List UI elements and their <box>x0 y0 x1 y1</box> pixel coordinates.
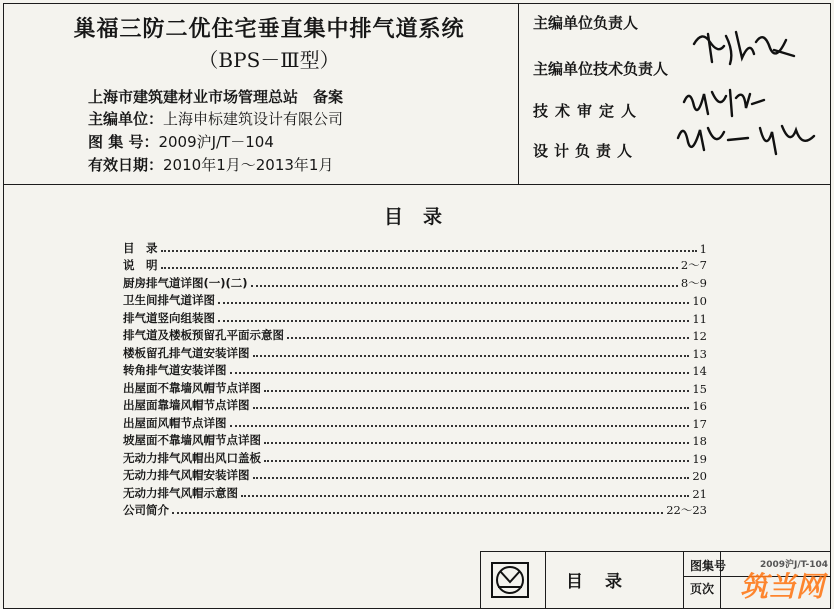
footer-title-divider <box>683 551 684 609</box>
toc-heading: 目录 <box>384 206 463 228</box>
footer-left-line <box>480 551 481 609</box>
toc-row <box>123 501 707 519</box>
toc-item-title: 无动力排气风帽安装详图 <box>123 468 250 482</box>
toc-list <box>123 238 707 518</box>
toc-item-page: 2～7 <box>680 258 707 272</box>
toc-row <box>123 238 707 256</box>
toc-row <box>123 396 707 414</box>
toc-leader-dots <box>264 390 689 392</box>
toc-leader-dots <box>230 372 690 374</box>
toc-item-page: 8～9 <box>680 275 707 290</box>
chief-label: 主编单位负责人 <box>533 14 639 32</box>
atlas-title: 巢福三防二优住宅垂直集中排气道系统 <box>73 17 465 42</box>
toc-row <box>123 343 707 361</box>
signature-chief <box>690 22 800 72</box>
toc-leader-dots <box>251 285 678 287</box>
toc-row <box>123 466 707 484</box>
designer-label: 设计负责人 <box>533 142 639 160</box>
archive-note: 上海市建筑建材业市场管理总站 备案 <box>88 88 344 106</box>
toc-item-page: 1 <box>699 241 707 256</box>
footer-page-label: 页次 <box>690 582 715 596</box>
toc-leader-dots <box>230 425 690 427</box>
toc-item-page: 11 <box>692 311 707 326</box>
toc-item-title: 无动力排气风帽出风口盖板 <box>123 450 261 465</box>
toc-item-page: 15 <box>692 381 707 396</box>
atlas-number-value: 2009沪J/T－104 <box>158 133 274 151</box>
editor-value: 上海申标建筑设计有限公司 <box>163 110 344 128</box>
footer-title: 目录 <box>566 572 644 592</box>
toc-item-title: 排气道及楼板预留孔平面示意图 <box>123 328 284 342</box>
tech-chief-label: 主编单位技术负责人 <box>533 60 669 78</box>
toc-item-page: 14 <box>692 364 707 378</box>
toc-item-title: 目 录 <box>123 240 158 255</box>
toc-row <box>123 291 707 309</box>
toc-row <box>123 448 707 466</box>
atlas-subtitle: （BPS－Ⅲ型） <box>198 48 340 72</box>
toc-item-page: 21 <box>692 486 707 501</box>
toc-item-title: 排气道竖向组装图 <box>123 310 215 325</box>
company-logo-icon <box>490 561 530 599</box>
toc-row <box>123 483 707 501</box>
toc-item-page: 17 <box>692 416 707 431</box>
footer-atlas-label: 图集号 <box>690 559 727 573</box>
toc-row <box>123 431 707 449</box>
toc-item-page: 13 <box>692 346 707 361</box>
footer-top-line <box>480 551 831 552</box>
signature-designer <box>674 118 824 164</box>
valid-period <box>88 154 333 175</box>
toc-item-page: 10 <box>692 294 707 308</box>
toc-item-title: 厨房排气道详图(一)(二) <box>123 275 248 290</box>
toc-row <box>123 378 707 396</box>
toc-leader-dots <box>287 337 689 339</box>
toc-item-title: 卫生间排气道详图 <box>123 293 215 307</box>
toc-item-page: 19 <box>692 451 707 466</box>
toc-item-page: 20 <box>692 469 707 483</box>
toc-leader-dots <box>253 407 690 409</box>
reviewer-label: 技术审定人 <box>533 102 644 120</box>
toc-row <box>123 413 707 431</box>
header-divider <box>518 3 519 185</box>
toc-item-title: 坡屋面不靠墙风帽节点详图 <box>123 433 261 447</box>
toc-row <box>123 256 707 274</box>
toc-leader-dots <box>253 477 690 479</box>
toc-item-page: 12 <box>692 329 707 343</box>
toc-leader-dots <box>161 267 678 269</box>
footer-atlas-value: 2009沪J/T-104 <box>760 560 829 570</box>
toc-row <box>123 308 707 326</box>
footer-logo-divider <box>545 551 546 609</box>
editor-label: 主编单位： <box>88 110 164 128</box>
toc-leader-dots <box>264 442 689 444</box>
toc-row <box>123 361 707 379</box>
atlas-number <box>88 131 274 152</box>
toc-item-title: 转角排气道安装详图 <box>123 363 227 377</box>
watermark-logo: 筑当网 <box>740 570 825 603</box>
signature-reviewer <box>680 84 770 122</box>
toc-item-page: 22～23 <box>666 503 707 517</box>
toc-item-page: 18 <box>692 434 707 448</box>
toc-leader-dots <box>264 460 689 462</box>
toc-item-title: 说 明 <box>123 258 158 272</box>
toc-leader-dots <box>241 495 689 497</box>
toc-item-page: 16 <box>692 399 707 413</box>
toc-leader-dots <box>218 302 689 304</box>
header-bottom-line <box>3 184 831 185</box>
toc-item-title: 无动力排气风帽示意图 <box>123 485 238 500</box>
toc-item-title: 出屋面靠墙风帽节点详图 <box>123 398 250 412</box>
toc-leader-dots <box>161 250 697 252</box>
toc-row <box>123 273 707 291</box>
toc-item-title: 公司简介 <box>123 503 169 517</box>
toc-item-title: 出屋面不靠墙风帽节点详图 <box>123 380 261 395</box>
toc-leader-dots <box>218 320 689 322</box>
toc-leader-dots <box>253 355 690 357</box>
valid-period-label: 有效日期： <box>88 156 164 174</box>
toc-leader-dots <box>172 512 663 514</box>
editor-unit <box>88 108 343 129</box>
atlas-number-label: 图 集 号： <box>88 133 159 151</box>
toc-item-title: 出屋面风帽节点详图 <box>123 415 227 430</box>
toc-row <box>123 326 707 344</box>
toc-item-title: 楼板留孔排气道安装详图 <box>123 345 250 360</box>
valid-period-value: 2010年1月～2013年1月 <box>163 156 334 174</box>
